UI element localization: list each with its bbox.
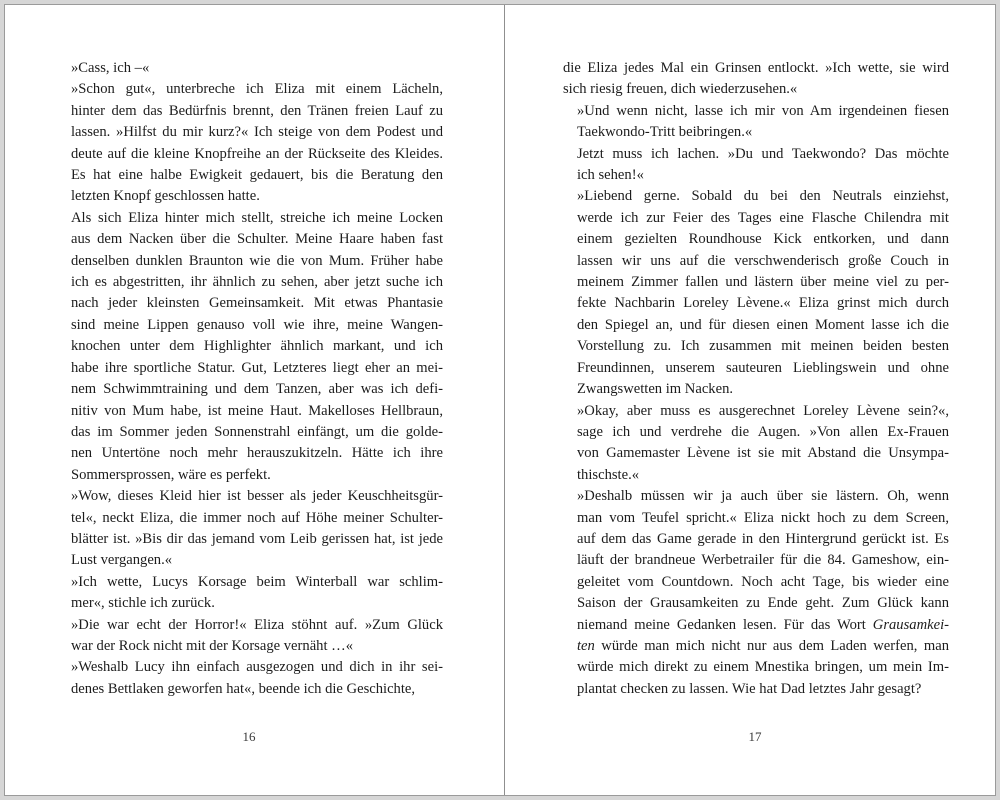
paragraph xyxy=(57,58,443,79)
text-line: meinem Zimmer fallen und lästern über meine viel zu per- xyxy=(577,274,949,291)
text-line: hinter dem das Bedürfnis brennt, den Tränen freien Lauf zu xyxy=(71,102,443,119)
page-number-left: 16 xyxy=(242,729,256,744)
text-line: habe ihre sportliche Statur. Gut, Letzteres liegt eher an mei- xyxy=(71,359,443,376)
paragraph xyxy=(563,186,949,400)
text-line: Als sich Eliza hinter mich stellt, streiche ich meine Locken xyxy=(71,209,443,226)
text-line: »Liebend gerne. Sobald du bei den Neutrals einziehst, xyxy=(577,188,949,205)
text-line: auf dem das Game gerade in den Hintergrund gerückt ist. Es xyxy=(577,530,949,547)
text-line: nach jeder kleinsten Gemeinsamkeit. Mit etwas Phantasie xyxy=(71,295,443,312)
text-line: »Schon gut«, unterbreche ich Eliza mit einem Lächeln, xyxy=(71,81,443,98)
text-line: von Gamemaster Lèvene ist sie mit Abstand die Unsympa- xyxy=(577,445,949,462)
text-line: plantat checken zu lassen. Wie hat Dad letztes Jahr gesagt? xyxy=(577,680,922,697)
book-spread xyxy=(4,4,996,796)
book-gutter xyxy=(504,5,505,795)
text-line: »Wow, dieses Kleid hier ist besser als jeder Keuschheitsgür- xyxy=(71,488,443,505)
text-line: mer«, stichle ich zurück. xyxy=(71,595,215,612)
text-line: würde mich direkt zu einem Mnestika bringen, um mein Im- xyxy=(577,659,949,676)
text-line: »Ich wette, Lucys Korsage beim Winterball war schlim- xyxy=(71,573,443,590)
text-line: nen Untertöne noch mehr herauszukitzeln. Hätte ich ihre xyxy=(71,445,443,462)
text-line: deute auf die kleine Knopfreihe an der Rückseite des Kleides. xyxy=(71,145,443,162)
text-line: geleitet vom Countdown. Noch acht Tage, bis wieder eine xyxy=(577,573,949,590)
text-line: Taekwondo-Tritt beibringen.« xyxy=(577,124,753,141)
text-line: ich es abgestritten, ihr ähnlich zu sehen, aber jetzt suche ich xyxy=(71,274,443,291)
text-line: lassen. »Hilfst du mir kurz?« Ich steige von dem Podest und xyxy=(71,124,443,141)
text-line: lassen wir uns auf die verschwenderisch große Couch in xyxy=(577,252,949,269)
text-line: sind meine Lippen genauso voll wie ihre, meine Wangen- xyxy=(71,316,443,333)
text-line: Sommersprossen, wäre es perfekt. xyxy=(71,466,271,483)
paragraph xyxy=(57,615,443,658)
text-line: »Deshalb müssen wir ja auch über sie lästern. Oh, wenn xyxy=(577,488,949,505)
text-line: fekte Nachbarin Loreley Lèvene.« Eliza grinst mich durch xyxy=(577,295,949,312)
text-line: sage ich und verdrehe die Augen. »Von allen Ex-Frauen xyxy=(577,423,949,440)
text-line: ten würde man mich nicht nur aus dem Laden werfen, man xyxy=(577,637,949,654)
text-line: »Cass, ich –« xyxy=(71,60,150,76)
text-line: sich riesig freuen, dich wiederzusehen.« xyxy=(563,81,798,98)
text-line: läuft der brandneue Werbetrailer für die 84. Gameshow, ein- xyxy=(577,552,949,569)
paragraph xyxy=(563,101,949,144)
paragraph xyxy=(563,144,949,187)
text-line: thischste.« xyxy=(577,466,640,483)
paragraph xyxy=(563,486,949,700)
text-line: »Weshalb Lucy ihn einfach ausgezogen und dich in ihr sei- xyxy=(71,659,443,676)
text-line: nitiv von Mum habe, ist meine Haut. Makelloses Hellbraun, xyxy=(71,402,443,419)
text-line: war der Rock nicht mit der Korsage vernäht …« xyxy=(71,637,354,654)
text-line: »Und wenn nicht, lasse ich mir von Am irgendeinen fiesen xyxy=(577,102,949,119)
text-line: Vorstellung zu. Ich zusammen mit meinen beiden besten xyxy=(577,338,949,355)
text-line: einem gezielten Roundhouse Kick entkorken, und dann xyxy=(577,231,949,248)
text-line: Zwangswetten im Nacken. xyxy=(577,381,734,398)
text-line: letzten Knopf geschlossen hatte. xyxy=(71,188,260,205)
paragraph xyxy=(563,58,949,101)
left-page-text xyxy=(57,58,443,700)
paragraph xyxy=(57,208,443,486)
paragraph xyxy=(57,79,443,207)
text-line: »Die war echt der Horror!« Eliza stöhnt auf. »Zum Glück xyxy=(71,616,443,633)
text-line: die Eliza jedes Mal ein Grinsen entlockt. »Ich wette, sie wird xyxy=(563,60,949,76)
text-line: denes Bettlaken geworfen hat«, beende ich die Geschichte, xyxy=(71,680,416,697)
text-line: aus dem Nacken über die Schulter. Meine Haare haben fast xyxy=(71,231,443,248)
paragraph xyxy=(563,401,949,487)
page-number-right: 17 xyxy=(748,729,762,744)
text-line: Saison der Grausamkeiten zu Ende geht. Zum Glück kann xyxy=(577,595,949,612)
text-line: Lust vergangen.« xyxy=(71,552,173,569)
text-line: blätter ist. »Bis dir das jemand vom Leib gerissen hat, ist jede xyxy=(71,530,443,547)
text-line: denselben dunklen Braunton wie die von Mum. Früher habe xyxy=(71,252,443,269)
text-line: man vom Teufel spricht.« Eliza nickt hoch zu dem Screen, xyxy=(577,509,949,526)
paragraph xyxy=(57,657,443,700)
paragraph xyxy=(57,486,443,572)
text-line: Jetzt muss ich lachen. »Du und Taekwondo? Das möchte xyxy=(577,145,949,162)
text-line: knochen unter dem Highlighter ähnlich markant, und ich xyxy=(71,338,443,355)
text-line: den Spiegel an, und für diesen einen Moment lasse ich die xyxy=(577,316,949,333)
text-line: Freundinnen, unserem sauteuren Lieblingswein und ohne xyxy=(577,359,949,376)
right-page-text xyxy=(563,58,949,700)
paragraph xyxy=(57,572,443,615)
text-line: tel«, neckt Eliza, die immer noch auf Höhe meiner Schulter- xyxy=(71,509,443,526)
text-line: nem Schwimmtraining und dem Tanzen, aber was ich defi- xyxy=(71,381,443,398)
text-line: das im Sommer jeden Sonnenstrahl einfängt, um die golde- xyxy=(71,423,443,440)
text-line: Es hat eine halbe Ewigkeit gedauert, bis die Beratung den xyxy=(71,167,443,184)
text-line: ich sehen!« xyxy=(577,167,644,184)
text-line: »Okay, aber muss es ausgerechnet Loreley Lèvene sein?«, xyxy=(577,402,949,419)
text-line: niemand meine Gedanken lesen. Für das Wort Grausamkei- xyxy=(577,616,949,633)
text-line: werde ich zur Feier des Tages eine Flasche Chilendra mit xyxy=(577,209,949,226)
